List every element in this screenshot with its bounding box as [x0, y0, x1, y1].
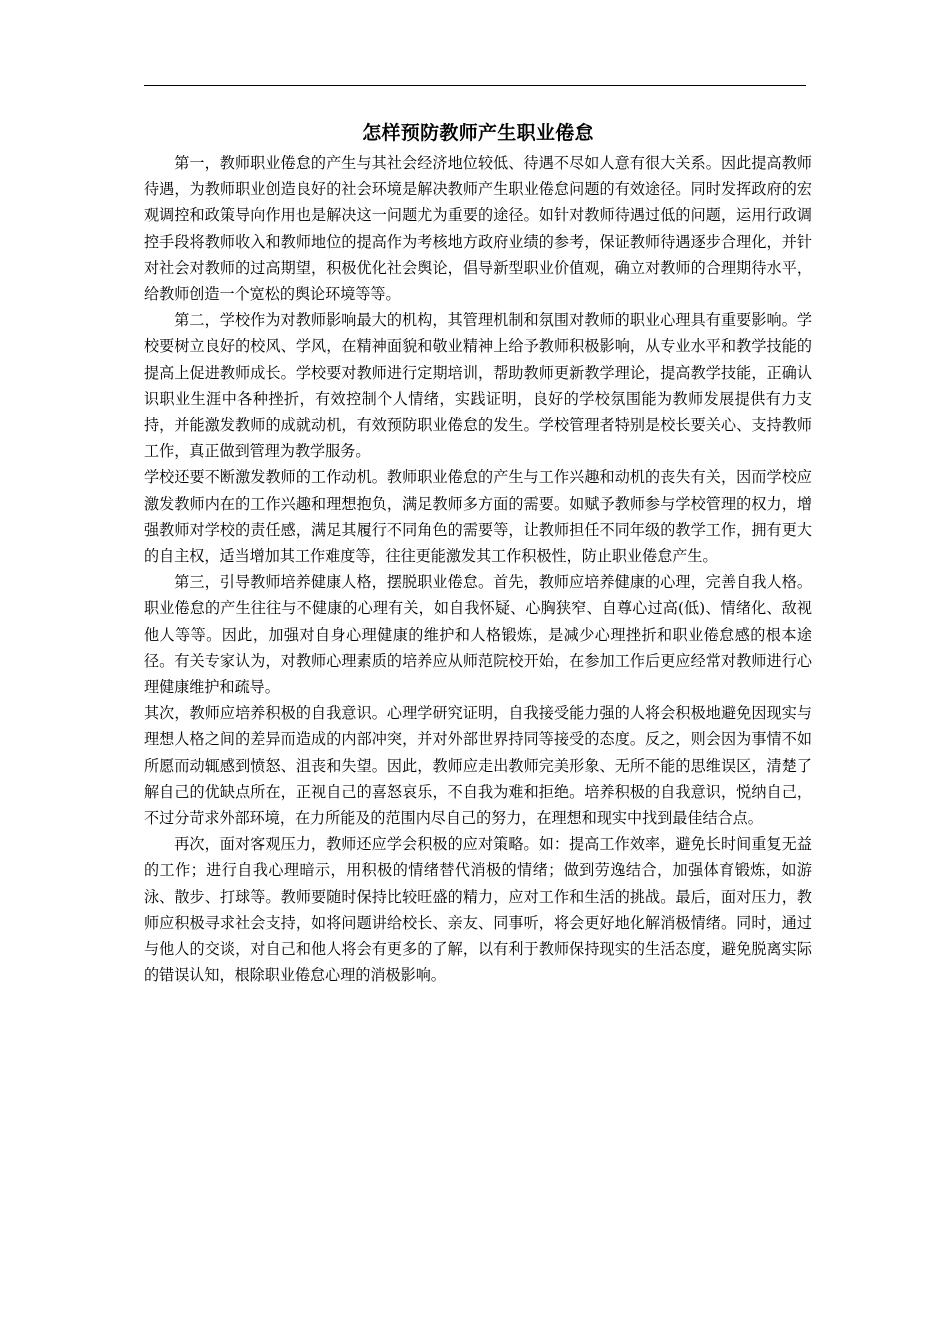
paragraph-4: 第三，引导教师培养健康人格，摆脱职业倦怠。首先，教师应培养健康的心理，完善自我人格。职业倦怠的产生往往与不健康的心理有关，如自我怀疑、心胸狭窄、自尊心过高(低)、情绪化、敌视他人等等。因此，加强对自身心理健康的维护和人格锻炼，是减少心理挫折和职业倦怠感的根本途径。有关专家认为，对教师心理素质的培养应从师范院校开始，在参加工作后更应经常对教师进行心理健康维护和疏导。 [144, 573, 812, 697]
paragraph-5: 其次，教师应培养积极的自我意识。心理学研究证明，自我接受能力强的人将会积极地避免因现实与理想人格之间的差异而造成的内部冲突，并对外部世界持同等接受的态度。反之，则会因为事情不如所愿而动辄感到愤怒、沮丧和失望。因此，教师应走出教师完美形象、无所不能的思维误区，清楚了解自己的优缺点所在，正视自己的喜怒哀乐，不自我为难和拒绝。培养积极的自我意识，悦纳自己，不过分苛求外部环境，在力所能及的范围内尽自己的努力，在理想和现实中找到最佳结合点。 [144, 704, 812, 828]
paragraph-2: 第二，学校作为对教师影响最大的机构，其管理机制和氛围对教师的职业心理具有重要影响。学校要树立良好的校风、学风，在精神面貌和敬业精神上给予教师积极影响，从专业水平和教学技能的提高上促进教师成长。学校要对教师进行定期培训，帮助教师更新教学理论，提高教学技能，正确认识职业生涯中各种挫折，有效控制个人情绪，实践证明，良好的学校氛围能为教师发展提供有力支持，并能激发教师的成就动机，有效预防职业倦怠的发生。学校管理者特别是校长要关心、支持教师工作，真正做到管理为教学服务。 [144, 311, 812, 461]
header-rule [144, 85, 806, 86]
paragraph-3: 学校还要不断激发教师的工作动机。教师职业倦怠的产生与工作兴趣和动机的丧失有关，因而学校应激发教师内在的工作兴趣和理想抱负，满足教师多方面的需要。如赋予教师参与学校管理的权力，增强教师对学校的责任感，满足其履行不同角色的需要等，让教师担任不同年级的教学工作，拥有更大的自主权，适当增加其工作难度等，往往更能激发其工作积极性，防止职业倦怠产生。 [144, 468, 812, 566]
paragraph-1: 第一，教师职业倦怠的产生与其社会经济地位较低、待遇不尽如人意有很大关系。因此提高教师待遇，为教师职业创造良好的社会环境是解决教师产生职业倦怠问题的有效途径。同时发挥政府的宏观调控和政策导向作用也是解决这一问题尤为重要的途径。如针对教师待遇过低的问题，运用行政调控手段将教师收入和教师地位的提高作为考核地方政府业绩的参考，保证教师待遇逐步合理化，并针对社会对教师的过高期望，积极优化社会舆论，倡导新型职业价值观，确立对教师的合理期待水平，给教师创造一个宽松的舆论环境等等。 [144, 154, 812, 304]
document-title: 怎样预防教师产生职业倦怠 [362, 122, 594, 144]
document-body [144, 118, 812, 989]
paragraph-6: 再次，面对客观压力，教师还应学会积极的应对策略。如：提高工作效率，避免长时间重复无益的工作；进行自我心理暗示，用积极的情绪替代消极的情绪；做到劳逸结合，加强体育锻炼，如游泳、散步、打球等。教师要随时保持比较旺盛的精力，应对工作和生活的挑战。最后，面对压力，教师应积极寻求社会支持，如将问题讲给校长、亲友、同事听，将会更好地化解消极情绪。同时，通过与他人的交谈，对自己和他人将会有更多的了解，以有利于教师保持现实的生活态度，避免脱离实际的错误认知，根除职业倦怠心理的消极影响。 [144, 835, 812, 985]
